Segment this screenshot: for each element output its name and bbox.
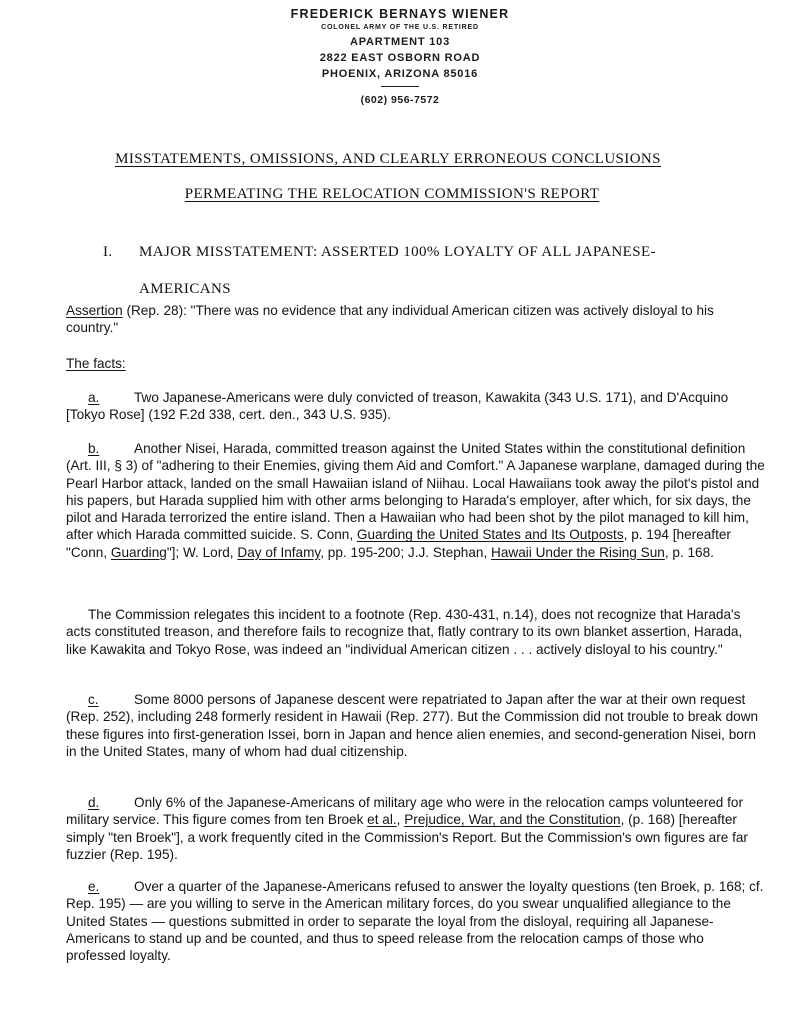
item-b-text-5: , p. 168. xyxy=(664,544,714,560)
item-c-paragraph xyxy=(66,691,766,760)
item-a-letter: a. xyxy=(88,390,100,405)
title-line-1-text: MISSTATEMENTS, OMISSIONS, AND CLEARLY ERRONEOUS CONCLUSIONS xyxy=(115,151,661,167)
item-e-letter: e. xyxy=(88,879,100,894)
letterhead-phone: (602) 956-7572 xyxy=(360,94,440,106)
item-a-paragraph xyxy=(66,389,766,424)
item-e-paragraph xyxy=(66,878,766,964)
letterhead-rank: COLONEL ARMY OF THE U.S. RETIRED xyxy=(321,24,479,31)
item-e-text: Over a quarter of the Japanese-Americans refused to answer the loyalty questions (ten Broek, p. 168; cf. Rep. 195) — are you willing to serve in the American military forces, do you swear unqualified allegiance to the United States — questions submitted in order to separate the loyal from the disloyal, requiring all Japanese-Americans to stand up and be counted, and thus to speed release from the relocation camps of those who professed loyalty. xyxy=(66,879,764,964)
title-line-2-text: PERMEATING THE RELOCATION COMMISSION'S REPORT xyxy=(184,186,600,202)
document-title-line-1 xyxy=(0,151,788,168)
item-b-text-1: Another Nisei, Harada, committed treason against the United States within the constitutional definition (Art. III, § 3) of "adhering to their Enemies, giving them Aid and Comfort." A Japanese warplane, damaged during the Pearl Harbor attack, landed on the small Hawaiian island of Niihau. Local Hawaiians took away the pilot's pistol and his papers, but Harada supplied him with other arms belonging to Harada's employer, after which, for six days, the pilot and Harada terrorized the entire island. Then a Hawaiian who had been shot by the pilot managed to kill him, after which Harada committed suicide. S. Conn, xyxy=(66,441,765,543)
letterhead-name: FREDERICK BERNAYS WIENER xyxy=(290,7,510,21)
item-a-text: Two Japanese-Americans were duly convicted of treason, Kawakita (343 U.S. 171), and D'Acquino [Tokyo Rose] (192 F.2d 338, cert. den., 343 U.S. 935). xyxy=(66,390,729,423)
item-d-text-3: , (p. 168) [hereafter simply "ten Broek"], a work frequently cited in the Commission's Report. But the Commission's own figures are far fuzzier (Rep. 195). xyxy=(66,812,748,862)
item-b-citation-stephan: Hawaii Under the Rising Sun xyxy=(491,544,665,560)
item-c-text: Some 8000 persons of Japanese descent were repatriated to Japan after the war at their own request (Rep. 252), including 248 formerly resident in Hawaii (Rep. 277). But the Commission did not trouble to break down these figures into first-generation Issei, born in Japan and hence alien enemies, and second-generation Nisei, born in the United States, many of whom had dual citizenship. xyxy=(66,692,759,759)
item-d-text-2: , xyxy=(396,812,405,828)
item-b-paragraph xyxy=(66,440,766,561)
section-heading-line-2: AMERICANS xyxy=(139,281,231,297)
commission-paragraph xyxy=(66,606,766,658)
item-b-text-4: , pp. 195-200; J.J. Stephan, xyxy=(320,544,492,560)
facts-label-block xyxy=(66,355,766,372)
letterhead-street: 2822 EAST OSBORN ROAD xyxy=(319,52,481,64)
assertion-text: (Rep. 28): "There was no evidence that any individual American citizen was actively disloyal to his country." xyxy=(66,303,714,336)
letterhead-city: PHOENIX, ARIZONA 85016 xyxy=(321,68,479,80)
assertion-paragraph xyxy=(66,302,766,337)
item-c-letter: c. xyxy=(88,692,99,707)
item-b-letter: b. xyxy=(88,441,100,456)
letterhead xyxy=(200,6,600,107)
assertion-label: Assertion xyxy=(66,303,123,318)
letterhead-apartment: APARTMENT 103 xyxy=(349,36,451,48)
commission-text: The Commission relegates this incident to a footnote (Rep. 430-431, n.14), does not recognize that Harada's acts constituted treason, and therefore fails to recognize that, flatly contrary to its own blanket assertion, Harada, like Kawakita and Tokyo Rose, was indeed an "individual American citizen . . . actively disloyal to his country." xyxy=(66,607,743,657)
section-heading-line-1: MAJOR MISSTATEMENT: ASSERTED 100% LOYALTY OF ALL JAPANESE- xyxy=(139,244,656,260)
item-b-citation-conn: Guarding the United States and Its Outposts xyxy=(356,527,624,543)
item-d-text-1: Only 6% of the Japanese-Americans of military age who were in the relocation camps volunteered for military service. This figure comes from ten Broek xyxy=(66,795,744,828)
facts-label: The facts: xyxy=(66,356,126,371)
item-b-text-3: "]; W. Lord, xyxy=(166,544,238,560)
section-number: I. xyxy=(103,244,113,260)
section-heading xyxy=(103,234,656,308)
item-d-citation-et-al: et al. xyxy=(367,812,397,828)
item-d-paragraph xyxy=(66,794,766,863)
document-title-line-2 xyxy=(0,186,792,203)
item-b-citation-lord: Day of Infamy xyxy=(237,544,321,560)
item-d-citation-title: Prejudice, War, and the Constitution xyxy=(404,812,621,828)
item-d-letter: d. xyxy=(88,795,100,810)
letterhead-divider xyxy=(381,86,419,87)
item-b-text-2: , p. 194 [hereafter "Conn, xyxy=(66,527,731,560)
item-b-citation-guarding: Guarding xyxy=(110,544,167,560)
